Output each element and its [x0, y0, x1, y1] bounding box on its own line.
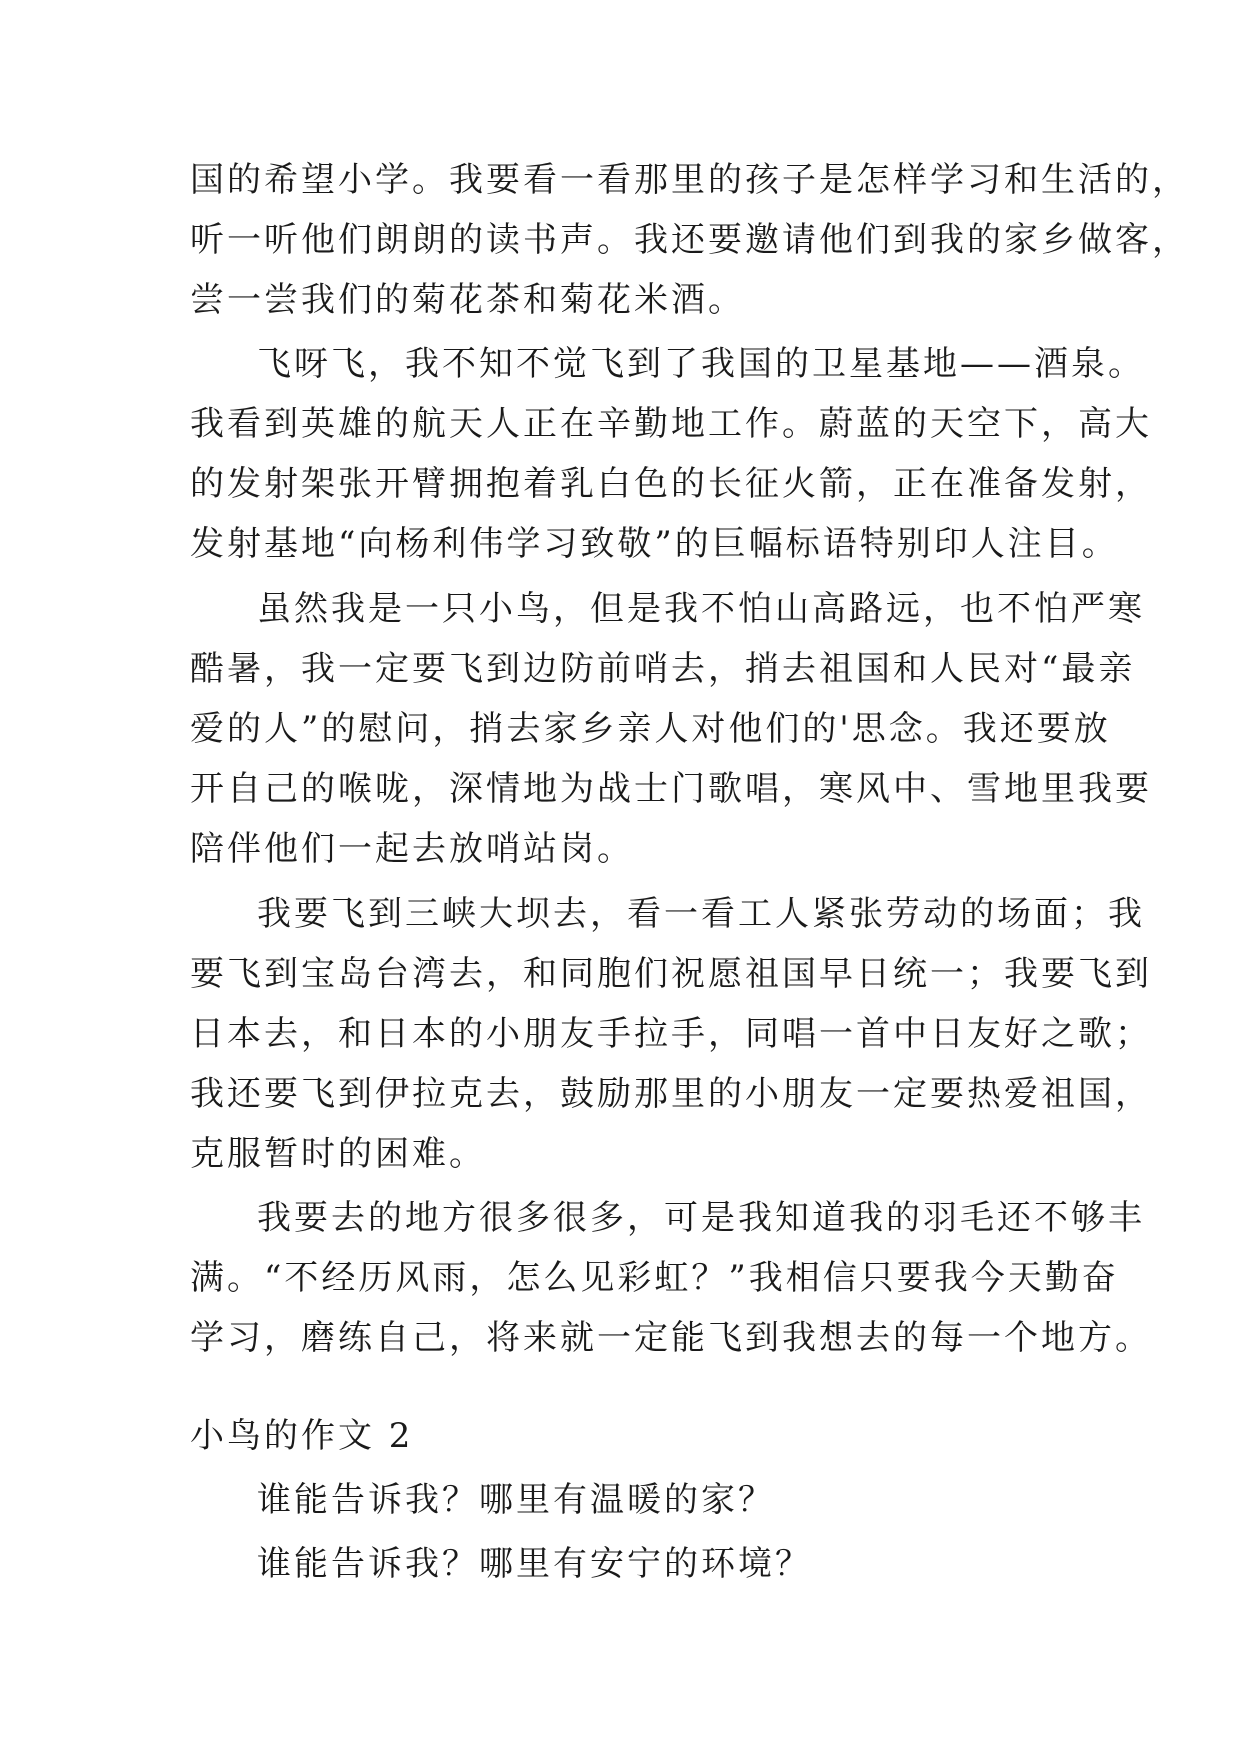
paragraph-line: 听一听他们朗朗的读书声。我还要邀请他们到我的家乡做客， [190, 220, 1189, 260]
paragraph-line: 要飞到宝岛台湾去，和同胞们祝愿祖国早日统一；我要飞到 [190, 954, 1152, 994]
paragraph-line: 满。“不经历风雨，怎么见彩虹？”我相信只要我今天勤奋 [190, 1258, 1119, 1298]
paragraph-line: 陪伴他们一起去放哨站岗。 [190, 829, 634, 869]
paragraph-line: 尝一尝我们的菊花茶和菊花米酒。 [190, 280, 745, 320]
paragraph-line: 我看到英雄的航天人正在辛勤地工作。蔚蓝的天空下，高大 [190, 404, 1152, 444]
paragraph-line: 学习，磨练自己，将来就一定能飞到我想去的每一个地方。 [190, 1318, 1152, 1358]
section-title: 小鸟的作文 2 [190, 1416, 414, 1456]
paragraph-line: 日本去，和日本的小朋友手拉手，同唱一首中日友好之歌； [190, 1014, 1152, 1054]
paragraph-line: 发射基地“向杨利伟学习致敬”的巨幅标语特别印人注目。 [190, 524, 1119, 564]
paragraph-line: 我还要飞到伊拉克去，鼓励那里的小朋友一定要热爱祖国， [190, 1074, 1152, 1114]
paragraph-line: 我要去的地方很多很多，可是我知道我的羽毛还不够丰 [257, 1198, 1145, 1238]
paragraph-line: 酷暑，我一定要飞到边防前哨去，捎去祖国和人民对“最亲 [190, 649, 1136, 689]
paragraph-line: 爱的人”的慰问，捎去家乡亲人对他们的'思念。我还要放 [190, 709, 1111, 749]
poem-line: 谁能告诉我？哪里有安宁的环境？ [257, 1544, 812, 1584]
poem-line: 谁能告诉我？哪里有温暖的家？ [257, 1480, 775, 1520]
paragraph-line: 我要飞到三峡大坝去，看一看工人紧张劳动的场面；我 [257, 894, 1145, 934]
paragraph-line: 克服暂时的困难。 [190, 1134, 486, 1174]
paragraph-line: 飞呀飞，我不知不觉飞到了我国的卫星基地——酒泉。 [257, 344, 1145, 384]
paragraph-line: 国的希望小学。我要看一看那里的孩子是怎样学习和生活的， [190, 160, 1189, 200]
paragraph-line: 虽然我是一只小鸟，但是我不怕山高路远，也不怕严寒 [257, 589, 1145, 629]
paragraph-line: 的发射架张开臂拥抱着乳白色的长征火箭，正在准备发射， [190, 464, 1152, 504]
paragraph-line: 开自己的喉咙，深情地为战士门歌唱，寒风中、雪地里我要 [190, 769, 1152, 809]
